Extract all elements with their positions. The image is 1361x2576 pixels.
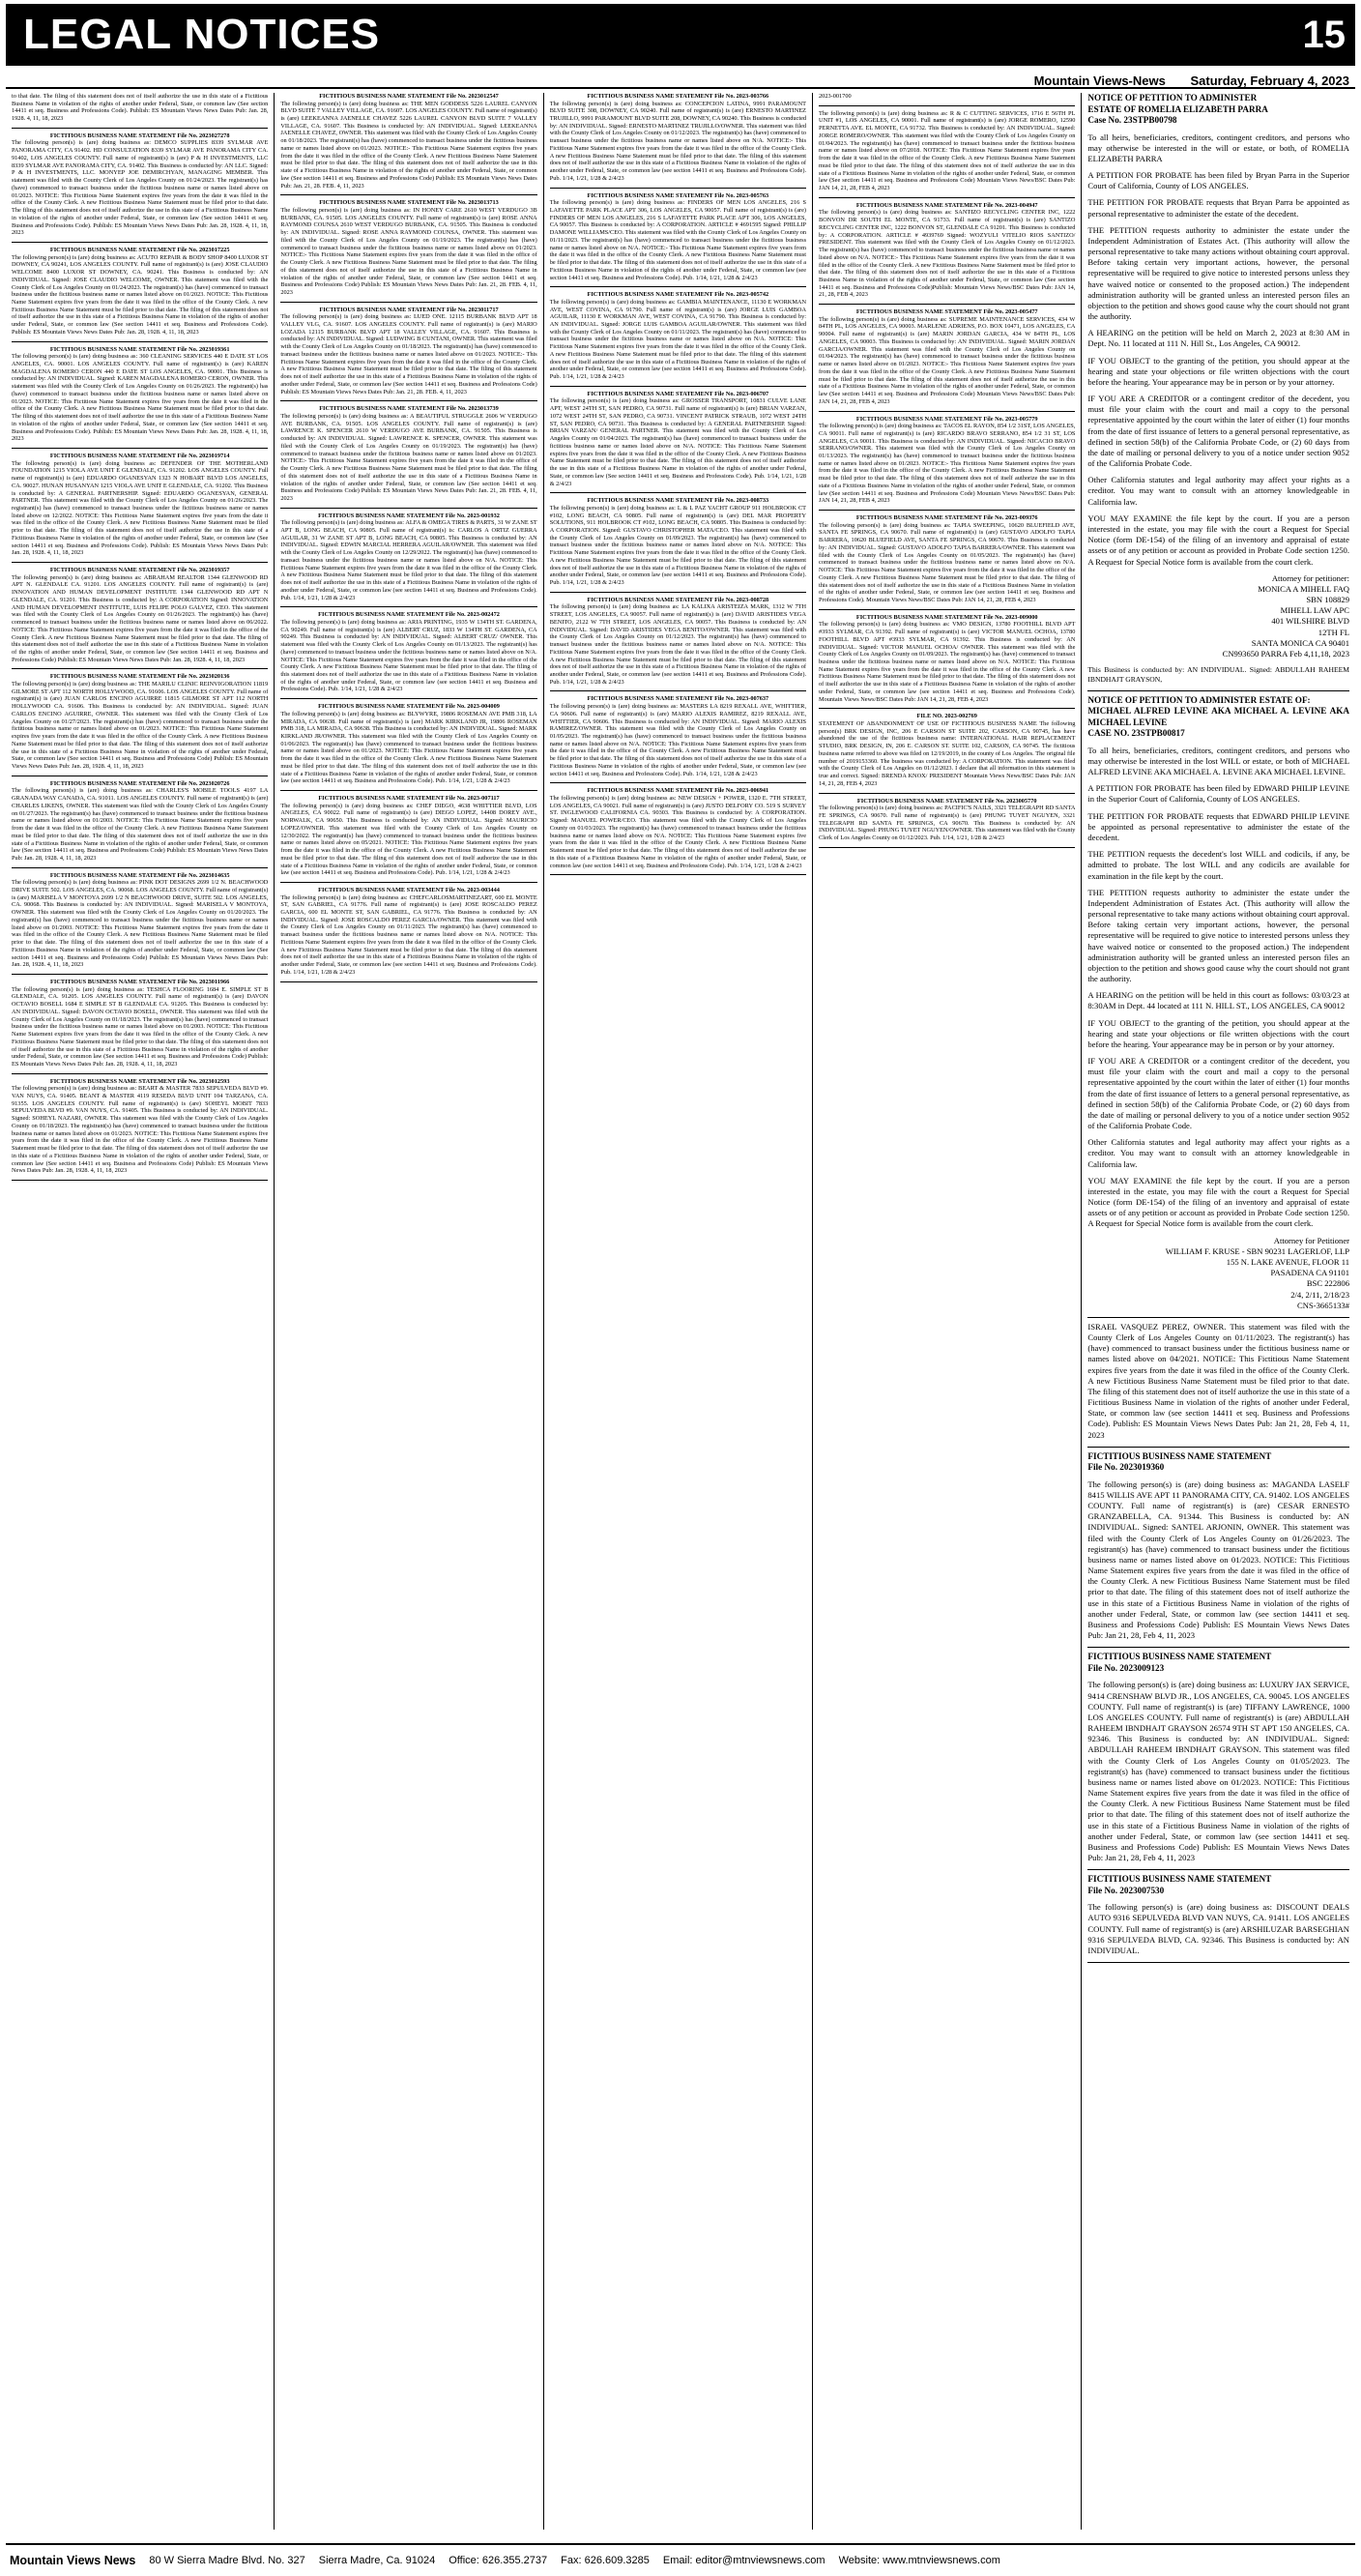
legal-notice — [12, 247, 268, 337]
footer-paper-name: Mountain Views News — [10, 2554, 136, 2567]
probate-notice — [1087, 1322, 1349, 1441]
notice-body: The following person(s) is (are) doing business as: THE MEN GODDESS 5226 LAUREL CANYON BLVD SUITE 7 VALLEY VILLAGE, CA. 91607. LOS ANGELES COUNTY. Full name of registrant(s) is (are) LEEKEANNA JAENELLE CHAVEZ 5226 LAUREL CANYON BLVD SUITE 7 VALLEY VILLAGE, CA. 91607. This Business is conducted by: AN INDIVIDUAL. Signed: LEEKEANNA JAENELLE CHAVEZ, OWNER. This statement was filed with the County Clerk of Los Angeles County on 01/18/2023. The registrant(s) has (have) commenced to transact business under the fictitious business name or names listed above on 01/2023. NOTICE:- This Fictitious Name Statement expires five years from the date it was filed in the office of the County Clerk. A new Fictitious Business Name Statement must be filed prior to that date. The filing of this statement does not of itself authorize the use in this state of a Fictitious Business Name in violation of the rights of another under Federal, State, or common law (See section 14411 et seq. Business and Professions Code) Publish: ES Mountain Views News Dates Pub: Jan. 21, 28. FEB. 4, 11, 2023 — [280, 100, 537, 190]
legal-notice — [280, 93, 536, 190]
notice-divider — [280, 194, 536, 195]
legal-notice — [280, 307, 536, 396]
probate-paragraph: IF YOU ARE A CREDITOR or a contingent creditor of the decedent, you must file your claim with the court and mail a copy to the personal representative appointed by the court within the later of either (1) four months from the date of first issuance of letters to a general personal representative, as defined in section 58(b) of the California Probate Code, or (2) 60 days from the date of mailing or personal delivery to you of a notice under section 9052 of the California Probate Code. — [1087, 1056, 1350, 1131]
probate-paragraph: The following person(s) is (are) doing business as: LUXURY JAX SERVICE, 9414 CRENSHAW BLVD JR., LOS ANGELES, CA. 90045. LOS ANGELES COUNTY. Full name of registrant(s) is (are) TIFFANY LAWRENCE, 1000 LOS ANGELES COUNTY. Full name of registrant(s) is (are) ABDULLAH RAHEEM IBNDHAJT GRAYSON 26574 9TH ST APT 150 ANGELES, CA. 92346. This Business is conducted by: AN INDIVIDUAL. Signed: ABDULLAH RAHEEM IBNDHAJT GRAYSON. This statement was filed with the County Clerk of Los Angeles County on 01/05/2023. The registrant(s) has (have) commenced to transact business under the fictitious business name or names listed above on 01/2023. NOTICE: This Fictitious Name Statement expires five years from the date it was filed in the office of the County Clerk. A new Fictitious Business Name Statement must be filed prior to that date. The filing of this statement does not of itself authorize the use in this state of a Fictitious Business Name in violation of the rights of another under Federal, State, or common law (see section 14411 et seq. Business and Professions Code) Publish: ES Mountain Views News Dates Pub: Jan 21, 28, Feb 4, 11, 2023 — [1087, 1680, 1350, 1863]
notice-divider — [550, 492, 806, 493]
footer-website: Website: www.mtnviewsnews.com — [838, 2555, 1000, 2566]
notice-heading: FICTITIOUS BUSINESS NAME STATEMENT File No. 2023-004009 — [318, 703, 500, 711]
notice-heading: FICTITIOUS BUSINESS NAME STATEMENT File No. 2023019714 — [49, 453, 230, 460]
notice-divider — [280, 882, 536, 883]
probate-paragraph: ISRAEL VASQUEZ PEREZ, OWNER. This statement was filed with the County Clerk of Los Angeles County on 01/11/2023. The registrant(s) has (have) commenced to transact business under the fictitious business name or names listed above on 04/2021. NOTICE: This Fictitious Name Statement expires five years from the date it was filed in the office of the County Clerk. A new Fictitious Business Name Statement must be filed prior to that date. The filing of this statement does not of itself authorize the use in this state of a Fictitious Business Name in violation of the rights of another under Federal, State, or common law (see section 14411 et seq. Business and Professions Code). Publish: ES Mountain Views News Dates Pub: Jan 21, 28, Feb 4, 11, 2023 — [1087, 1321, 1350, 1440]
legal-notice — [280, 199, 536, 296]
notice-heading: FICTITIOUS BUSINESS NAME STATEMENT File No. 2023-005477 — [855, 308, 1038, 316]
attorney-info-line: PASADENA CA 91101 — [1270, 1268, 1350, 1278]
probate-title-line: ESTATE OF ROMELIA ELIZABETH PARRA — [1087, 103, 1268, 114]
notice-heading: FICTITIOUS BUSINESS NAME STATEMENT File No. 2023017225 — [49, 247, 230, 254]
notice-divider — [12, 128, 268, 129]
notice-heading: FICTITIOUS BUSINESS NAME STATEMENT File No. 2023-001932 — [318, 512, 500, 519]
legal-notice — [550, 695, 806, 777]
footer-fax: Fax: 626.609.3285 — [561, 2555, 650, 2566]
legal-notice — [280, 795, 536, 877]
legal-notice — [12, 132, 268, 237]
attorney-info-line: 2/4, 2/11, 2/18/23 — [1290, 1289, 1350, 1300]
probate-notice — [1087, 1874, 1349, 1956]
notice-heading: FICTITIOUS BUSINESS NAME STATEMENT File No. 2023011717 — [319, 306, 499, 313]
probate-title-line: FICTITIOUS BUSINESS NAME STATEMENT — [1087, 1652, 1272, 1662]
notice-heading: FICTITIOUS BUSINESS NAME STATEMENT File No. 2023-005763 — [587, 191, 769, 199]
legal-notice — [550, 93, 806, 183]
legal-notice — [550, 597, 806, 687]
attorney-info-line: 401 WILSHIRE BLVD — [1271, 616, 1350, 627]
legal-notice — [819, 308, 1075, 405]
probate-divider — [1087, 1447, 1349, 1448]
notice-divider — [12, 562, 268, 563]
masthead-publication-line — [1013, 73, 1349, 88]
notice-heading: FICTITIOUS BUSINESS NAME STATEMENT File No. 2023019357 — [49, 567, 230, 574]
probate-title-line: CASE NO. 23STPB00817 — [1087, 728, 1185, 739]
notice-heading: FICTITIOUS BUSINESS NAME STATEMENT File No. 2023-004947 — [855, 201, 1038, 209]
notice-divider — [280, 302, 536, 303]
notice-body: The following person(s) is (are) doing business as: IN HONEY CARE 2610 WEST VERDUGO 3B BURBANK, CA. 91505. LOS ANGELES COUNTY. Full name of registrant(s) is (are) ROSE ANNA RAYMOND COUNSA 2610 WEST VERDUGO BURBANK, CA. 91505. This Business is conducted by: AN INDIVIDUAL. Signed: ROSE ANNA RAYMOND COUNSA, OWNER. This statement was filed with the County Clerk of Los Angeles County on 01/19/2023. The registrant(s) has (have) commenced to transact business under the fictitious business name or names listed above on 01/2023. NOTICE:- This Fictitious Name Statement expires five years from the date it was filed in the office of the County Clerk. A new Fictitious Business Name Statement must be filed prior to that date. The filing of this statement does not of itself authorize the use in this state of a Fictitious Business Name in violation of the rights of another under Federal, State, or common law (See section 14411 et seq. Business and Professions Code) Publish: ES Mountain Views News Dates Pub: Jan. 21, 28. FEB. 4, 11, 2023 — [280, 206, 537, 296]
notice-body: to that date. The filing of this statement does not of itself authorize the use in this state of a Fictitious Business Name in violation of the rights of another under Federal, State, or common law (See section 14411 et seq. Business and Professions Code). Publish: ES Mountain Views News Dates Pub: Jan. 28, 1928. 4, 11, 18, 2023 — [12, 93, 269, 123]
legal-notice — [12, 346, 268, 443]
notice-divider — [280, 981, 536, 982]
probate-paragraph: IF YOU OBJECT to the granting of the petition, you should appear at the hearing and state your objections or file written objections with the court before the hearing. Your appearance may be in person or by your attorney. — [1087, 355, 1350, 387]
notice-body: The following person(s) is (are) doing business as: NEW DESIGN + POWER, 1320 E. 7TH STREET, LOS ANGELES, CA 90021. Full name of registrant(s) is (are) JUSTO DELFORY CO. 519 S SURVEY ST. INGLEWOOD CALIFORNIA CA. 90303. This Business is conducted by: A CORPORATION. Signed: MANUEL POWER/CEO. This statement was filed with the County Clerk of Los Angeles County on 01/03/2023. The registrant(s) has (have) commenced to transact business under the fictitious business name or names listed above on N/A. NOTICE: This Fictitious Name Statement expires five years from the date it was filed in the office of the County Clerk. A new Fictitious Business Name Statement must be filed prior to that date. The filing of this statement does not of itself authorize the use in this state of a Fictitious Business Name in violation of the rights of another under Federal, State, or common law (see section 14411 et seq. Business and Professions Code). Pub. 1/14, 1/21, 1/28 & 2/4/23 — [549, 794, 807, 869]
masthead — [6, 4, 1355, 66]
page-footer — [6, 2543, 1355, 2576]
notice-body: The following person(s) is (are) doing business as: ABRAHAM REALTOR 1344 GLENWOOD RD APT N. GLENDALE CA. 91201. LOS ANGELES COUNTY. Full name of registrant(s) is (are) INNOVATION AND HUMAN DEVELOPMENT INSTITUTE 1344 GLENWOOD RD APT N GLENDALE, CA. 91201. This Business is conducted by: A CORPORATION Signed: INNOVATION AND HUMAN DEVELOPMENT INSTITUTE, LUIS FELIPE POLO GALVEZ, CEO. This statement was filed with the County Clerk of Los Angeles County on 01/26/2023. The registrant(s) has (have) commenced to transact business under the fictitious business name or names listed above on 06/2022. NOTICE: This Fictitious Name Statement expires five years from the date it was filed in the office of the County Clerk. A new Fictitious Business Name Statement must be filed prior to that date. The filing of this statement does not of itself authorize the use in this state of a Fictitious Business Name in violation of the rights of another under Federal, State, or common law (See section 14411 et seq. Business and Professions Code) Publish: ES Mountain Views News Dates Pub: Jan. 28, 1928. 4, 11, 18, 2023 — [12, 573, 269, 663]
notice-heading: FICTITIOUS BUSINESS NAME STATEMENT File No. 2023-005779 — [855, 415, 1038, 423]
legal-notice — [280, 703, 536, 785]
attorney-info-line: BSC 222806 — [1306, 1278, 1350, 1289]
probate-paragraph: YOU MAY EXAMINE the file kept by the court. If you are a person interested in the estate, you may file with the court a Request for Special Notice (form DE-154) of the filing of an inventory and appraisal of estate assets or of any petition or account as provided in Probate Code section 1250. A Request for Special Notice form is available from the court clerk. — [1087, 1175, 1350, 1229]
column-1 — [6, 93, 274, 2530]
notice-body: The following person(s) is (are) doing business as: BEART & MASTER 7833 SEPULVEDA BLVD #9. VAN NUYS, CA. 91405. BEANT & MASTER 4119 RESEDA BLVD UNIT 104 TARZANA, CA. 91355. LOS ANGELES COUNTY. Full name of registrant(s) is (are) SOHEYL MOBIT 7833 SEPULVEDA BLVD #9. VAN NUYS, CA. 91405. This Business is conducted by: AN INDIVIDUAL. Signed: SOHEYL NAZARI, OWNER. This statement was filed with the County Clerk of Los Angeles County on 01/18/2023. The registrant(s) has (have) commenced to transact business under the fictitious business name or names listed above on 01/2023. NOTICE: This Fictitious Name Statement expires five years from the date it was filed in the office of the County Clerk. A new Fictitious Business Name Statement must be filed prior to that date. The filing of this statement does not of itself authorize the use in this state of a Fictitious Business Name in violation of the rights of another under Federal, State, or common law (See section 14411 et seq. Business and Professions Code) Publish: ES Mountain Views News Dates Pub: Jan. 28, 1928. 4, 11, 18, 2023 — [12, 1085, 269, 1175]
notice-body: The following person(s) is (are) doing business as: TAPIA SWEEPING, 10620 BLUEFIELD AVE, SANTA FE SPRINGS, CA 90670. Full name of registrant(s) is (are) GUSTAVO ADOLFO TAPIA BARRERA, 10620 BLUEFIELD AVE, SANTA FE SPRINGS, CA 90670. This Business is conducted by: AN INDIVIDUAL. Signed: GUSTAVO ADOLFO TAPIA BARRERA/OWNER. This statement was filed with the County Clerk of Los Angeles County on 01/05/2023. The registrant(s) has (have) commenced to transact business under the fictitious business name or names listed above on N/A. NOTICE: This Fictitious Name Statement expires five years from the date it was filed in the office of the County Clerk. A new Fictitious Business Name Statement must be filed prior to that date. The filing of this statement does not of itself authorize the use in this state of a Fictitious Business Name in violation of the rights of another under Federal, State, or common law (see section 14411 et seq. Business and Professions Code). Mountain Views News/BSC Dates Pub: JAN 14, 21, 28, FEB 4, 2023 — [819, 521, 1076, 604]
footer-address: 80 W Sierra Madre Blvd. No. 327 — [149, 2555, 305, 2566]
notice-body: The following person(s) is (are) doing business as: L & L PAZ YACHT GROUP 911 HOLBROOK CT #102, LONG BEACH, CA 90805. Full name of registrant(s) is (are) DEL MAR PROPERTY SOLUTIONS, 911 HOLBROOK CT #102, LONG BEACH, CA 90805. This Business is conducted by: A CORPORATION. Signed: GUSTAVO CHRISTOPHER MATA/CEO. This statement was filed with the County Clerk of Los Angeles County on 01/09/2023. The registrant(s) has (have) commenced to transact business under the fictitious business name or names listed above on N/A. NOTICE: This Fictitious Name Statement expires five years from the date it was filed in the office of the County Clerk. A new Fictitious Business Name Statement must be filed prior to that date. The filing of this statement does not of itself authorize the use in this state of a Fictitious Business Name in violation of the rights of another under Federal, State, or common law (see section 14411 et seq. Business and Professions Code). Pub. 1/14, 1/21, 1/28 & 2/4/23 — [549, 504, 807, 587]
notice-heading: FILE NO. 2023-002769 — [916, 713, 977, 720]
notice-divider — [550, 690, 806, 691]
notice-body: The following person(s) is (are) doing business as: MASTERS LA 8219 REXALL AVE, WHITTIER, CA 90606. Full name of registrant(s) is (are) MARIO ALEXIS RAMIREZ, 8219 REXALL AVE, WHITTIER, CA 90606. This Business is conducted by: AN INDIVIDUAL. Signed: MARIO ALEXIS RAMIREZ/OWNER. This statement was filed with the County Clerk of Los Angeles County on 01/05/2023. The registrant(s) has (have) commenced to transact business under the fictitious business name or names listed above on N/A. NOTICE: This Fictitious Name Statement expires five years from the date it was filed in the office of the County Clerk. A new Fictitious Business Name Statement must be filed prior to that date. The filing of this statement does not of itself authorize the use in this state of a Fictitious Business Name in violation of the rights of another under Federal, State, or common law (see section 14411 et seq. Business and Professions Code). Pub. 1/14, 1/21, 1/28 & 2/4/23 — [549, 703, 807, 777]
notice-body: The following person(s) is (are) doing business as: CONCEPCION LATINA, 9991 PARAMOUNT BLVD SUITE 308, DOWNEY, CA 90240. Full name of registrant(s) is (are) ERNESTO MARTINEZ TRUJILLO, 9991 PARAMOUNT BLVD SUITE 208, DOWNEY, CA 90240. This Business is conducted by: AN INDIVIDUAL. Signed: ERNESTO MARTINEZ TRUJILLO/OWNER. This statement was filed with the County Clerk of Los Angeles County on 01/12/2023. The registrant(s) has (have) commenced to transact business under the fictitious business name or names listed above on N/A. NOTICE:- This Fictitious Name Statement expires five years from the date it was filed in the office of the County Clerk. A new Fictitious Business Name Statement must be filed prior to that date. The filing of this statement does not of itself authorize the use in this state of a Fictitious Business Name in violation of the rights of another under Federal, State, or common law (see section 14411 et seq. Business and Professions Code). Pub. 1/14, 1/21, 1/28 & 2/4/23 — [549, 100, 807, 182]
notice-body: The following person(s) is (are) doing business as: LA KALIXA ARISTEIZA MARK, 1312 W 7TH STREET, LOS ANGELES, CA 90057. Full name of registrant(s) is (are) DAVID ARISTIDES VEGA BENITO, 2122 W 7TH STREET, LOS ANGELES, CA 90057. This Business is conducted by: AN INDIVIDUAL. Signed: DAVID ARISTIDES VEGA BENITO/OWNER. This statement was filed with the County Clerk of Los Angeles County on 01/12/2023. The registrant(s) has (have) commenced to transact business under the fictitious business name or names listed above on N/A. NOTICE: This Fictitious Name Statement expires five years from the date it was filed in the office of the County Clerk. A new Fictitious Business Name Statement must be filed prior to that date. The filing of this statement does not of itself authorize the use in this state of a Fictitious Business Name in violation of the rights of another under Federal, State, or common law (see section 14411 et seq. Business and Professions Code). Pub. 1/14, 1/21, 1/28 & 2/4/23 — [549, 603, 807, 686]
notice-body: The following person(s) is (are) doing business as: ARIA PRINTING, 1935 W 134TH ST. GARDENA, CA 90249. Full name of registrant(s) is (are) ALBERT CRUZ, 1833 W 134TH ST. GARDENA, CA 90249. This Business is conducted by: AN INDIVIDUAL. Signed: ALBERT CRUZ/ OWNER. This statement was filed with the County Clerk of Los Angeles County on 01/13/2023. The registrant(s) has (have) commenced to transact business under the fictitious business name or names listed above on N/A. NOTICE: This Fictitious Name Statement expires five years from the date it was filed in the office of the County Clerk. A new Fictitious Business Name Statement must be filed prior to that date. The filing of this statement does not of itself authorize the use in this state of a Fictitious Business Name in violation of the rights of another under Federal, State, or common law (see section 14411 et seq. Business and Professions Code). Pub. 1/14, 1/21, 1/28 & 2/4/23 — [280, 618, 537, 693]
notice-divider — [12, 1180, 268, 1181]
notice-heading: FICTITIOUS BUSINESS NAME STATEMENT File No. 2023011966 — [50, 979, 230, 986]
probate-paragraph: THE PETITION FOR PROBATE requests that EDWARD PHILIP LEVINE be appointed as personal representative to administer the estate of the decedent. — [1087, 810, 1350, 842]
probate-divider — [1087, 1317, 1349, 1318]
notice-body: The following person(s) is (are) doing business as: BLYWYRE, 19806 ROSEMAN AVE PMB 318, LA MIRADA, CA 90638. Full name of registrant(s) is (are) MARK KIRKLAND JR, 19806 ROSEMAN PMB 318, LA MIRADA, CA 90638. This Business is conducted by: AN INDIVIDUAL. Signed: MARK KIRKLAND JR/OWNER. This statement was filed with the County Clerk of Los Angeles County on 01/06/2023. The registrant(s) has (have) commenced to transact business under the fictitious business name or names listed above on 01/2023. NOTICE: This Fictitious Name Statement expires five years from the date it was filed in the office of the County Clerk. A new Fictitious Business Name Statement must be filed prior to that date. The filing of this statement does not of itself authorize the use in this state of a Fictitious Business Name in violation of the rights of another under Federal, State, or common law (see section 14411 et seq. Business and Professions Code). Pub. 1/14, 1/21, 1/28 & 2/4/23 — [280, 710, 537, 785]
notice-divider — [12, 448, 268, 449]
probate-paragraph: THE PETITION requests the decedent's lost WILL and codicils, if any, be admitted to probate. The lost WILL and any codicils are available for examination in the file kept by the court. — [1087, 849, 1350, 881]
notice-divider — [12, 974, 268, 975]
notice-heading: FICTITIOUS BUSINESS NAME STATEMENT File No. 2023-006707 — [587, 390, 769, 397]
probate-title-line: NOTICE OF PETITION TO ADMINISTER ESTATE OF: — [1087, 694, 1311, 705]
probate-notice — [1087, 1652, 1349, 1863]
notice-body: The following person(s) is (are) doing business as: THE MARILU CLINIC REINVIGORATION 11819 GILMORE ST APT 112 NORTH HOLLYWOOD, CA. 91606. LOS ANGELES COUNTY. Full name of registrant(s) is (are) JUAN CARLOS ENCINO AGUIRRE 11815 GILMORE ST APT 112 NORTH HOLLYWOOD CA. 91606. This Business is conducted by: AN INDIVIDUAL. Signed: JUAN CARLOS ENCINO AGUIRRE, OWNER. This statement was filed with the County Clerk of Los Angeles County on 01/27/2023. The registrant(s) has (have) commenced to transact business under the fictitious business name or names listed above on 01/2023. NOTICE: This Fictitious Name Statement expires five years from the date it was filed in the office of the County Clerk. A new Fictitious Business Name Statement must be filed prior to that date. The filing of this statement does not of itself authorize the use in this state of a Fictitious Business Name in violation of the rights of another under Federal, State, or common law (See section 14411 et seq. Business and Professions Code) Publish: ES Mountain Views News Dates Pub: Jan. 28, 1928. 4, 11, 18, 2023 — [12, 681, 269, 771]
attorney-info-line: WILLIAM F. KRUSE - SBN 90231 LAGERLOF, LLP — [1165, 1245, 1350, 1256]
notice-divider — [12, 668, 268, 669]
notice-heading: FICTITIOUS BUSINESS NAME STATEMENT File No. 2023-009000 — [855, 613, 1038, 621]
probate-divider — [1087, 690, 1349, 691]
legal-notice — [280, 887, 536, 977]
notice-body: The following person(s) is (are) doing business as: SUPREME MAINTENANCE SERVICES, 434 W 84TH PL, LOS ANGELES, CA 90003. MARLENE ADRIENS, P.O. BOX 10471, LOS ANGELES, CA 90004. Full name of registrant(s) is (are) MARIN JORDAN GARCIA, 434 W 84TH PL, LOS ANGELES, CA 90003. This Business is conducted by: AN INDIVIDUAL. Signed: MARIN JORDAN GARCIA/OWNER. This statement was filed with the County Clerk of Los Angeles County on 01/04/2023. The registrant(s) has (have) commenced to transact business under the fictitious business name or names listed above on 01/2023. NOTICE:- This Fictitious Name Statement expires five years from the date it was filed in the office of the County Clerk. A new Fictitious Business Name Statement must be filed prior to that date. The filing of this statement does not of itself authorize the use in this state of a Fictitious Business Name in violation of the rights of another under Federal, State, or common law (See section 14411 et seq. Business and Professions Code) Mountain Views News/BSC Dates Pub: JAN 14, 21, 28, FEB 4, 2023 — [819, 315, 1076, 405]
notice-heading: FICTITIOUS BUSINESS NAME STATEMENT File No. 2023-007117 — [318, 795, 500, 803]
notice-divider — [12, 867, 268, 868]
notice-divider — [12, 1073, 268, 1074]
probate-trailer: This Business is conducted by: AN INDIVIDUAL. Signed: ABDULLAH RAHEEM IBNDHAJT GRAYSON, — [1087, 665, 1350, 684]
notice-heading: FICTITIOUS BUSINESS NAME STATEMENT File No. 2023-007637 — [587, 695, 769, 703]
notice-body: 2023-001700 — [819, 93, 852, 100]
probate-divider — [1087, 1869, 1349, 1870]
notice-divider — [550, 188, 806, 189]
notice-heading: FICTITIOUS BUSINESS NAME STATEMENT File No. 2023-006941 — [587, 787, 769, 795]
page-number: 15 — [1302, 14, 1346, 56]
probate-title-line: File No. 2023009123 — [1087, 1662, 1165, 1673]
notice-divider — [819, 793, 1075, 794]
notice-heading: FICTITIOUS BUSINESS NAME STATEMENT File No. 2023-008728 — [587, 596, 769, 603]
notice-body: The following person(s) is (are) doing business as: TESHCA FLOORING 1684 E. SIMPLE ST B GLENDALE, CA. 91205. LOS ANGELES COUNTY. Full name of registrant(s) is (are) DAVON OCTAVIO BOSELL 1684 E SIMPLE ST B GLENDALE CA. 91205. This Business is conducted by: AN INDIVIDUAL. Signed: DAVON OCTAVIO BOSELL, OWNER. This statement was filed with the County Clerk of Los Angeles County on 01/18/2023. The registrant(s) has (have) commenced to transact business under the fictitious business name or names listed above on 01/2003. NOTICE: This Fictitious Name Statement expires five years from the date it was filed in the office of the County Clerk. A new Fictitious Business Name Statement must be filed prior to that date. The filing of this statement does not of itself authorize the use in this state of a Fictitious Business Name in violation of the rights of another under Federal, State, or common law (See section 14411 et seq. Business and Professions Code) Publish: ES Mountain Views News Dates Pub: Jan. 28, 1928. 4, 11, 18, 2023 — [12, 985, 269, 1068]
legal-notice — [12, 979, 268, 1068]
notice-heading: FICTITIOUS BUSINESS NAME STATEMENT File No. 2023020136 — [49, 673, 230, 681]
legal-notice — [12, 673, 268, 770]
attorney-info-line: SBN 108829 — [1306, 595, 1350, 605]
notice-heading: FICTITIOUS BUSINESS NAME STATEMENT File No. 2023-003444 — [318, 887, 500, 893]
notice-divider — [280, 698, 536, 699]
probate-paragraph: A HEARING on the petition will be held in this court as follows: 03/03/23 at 8:30AM in Dept. 44 located at 111 N. HILL ST., LOS ANGELES, CA 90012 — [1087, 990, 1350, 1011]
notice-divider — [819, 847, 1075, 848]
page-title: LEGAL NOTICES — [23, 11, 381, 58]
notice-body: The following person(s) is (are) doing business as: 360 CLEANING SERVICES 440 E DATE ST LOS ANGELES, CA. 90001. LOS ANGELES COUNTY. Full name of registrant(s) is (are) KAREN MAGDALENA ROMERO CERON 440 E DATE ST LOS ANGELES, CA. 90001. This Business is conducted by: AN INDIVIDUAL. Signed: KAREN MAGDALENA ROMERO CERON, OWNER. This statement was filed with the County Clerk of Los Angeles County on 01/26/2023. The registrant(s) has (have) commenced to transact business under the fictitious business name or names listed above on 01/2023. NOTICE: This Fictitious Name Statement expires five years from the date it was filed in the office of the County Clerk. A new Fictitious Business Name Statement must be filed prior to that date. The filing of this statement does not of itself authorize the use in this state of a Fictitious Business Name in violation of the rights of another under Federal, State, or common law (See section 14411 et seq. Business and Professions Code). Publish: ES Mountain Views News Dates Pub: Jan. 28, 1928. 4, 11, 18, 2023 — [12, 353, 269, 443]
notice-divider — [819, 411, 1075, 412]
column-2 — [274, 93, 542, 2530]
notice-divider — [819, 510, 1075, 511]
notice-divider — [550, 386, 806, 387]
probate-paragraph: THE PETITION requests authority to administer the estate under the Independent Administration of Estates Act. (This authority will allow the personal representative to take many actions without obtaining court approval. Before taking certain very important actions, however, the personal representative will be required to give notice to interested persons unless they have waived notice or consented to the proposed action.) The independent administration authority will be granted unless an interested person files an objection to the petition and shows good cause why the court should not grant the authority. — [1087, 887, 1350, 984]
notice-body: The following person(s) is (are) doing business as: PINK DOT DESIGNS 2699 1/2 N. BEACHWOOD DRIVE SUITE 502. LOS ANGELES, CA. 90068. LOS ANGELES COUNTY. Full name of registrant(s) is (are) MARISELA V MONTOYA 2699 1/2 N BEACHWOOD DRIVE, SUITE 502. LOS ANGELES, CA. 90068. This Business is conducted by: AN INDIVIDUAL. Signed: MARISELA V MONTOYA, OWNER. This statement was filed with the County Clerk of Los Angeles County on 01/20/2023. The registrant(s) has (have) commenced to transact business under the fictitious business name or names listed above on 01/2003. NOTICE: This Fictitious Name Statement expires five years from the date it was filed in the office of the County Clerk. A new Fictitious Business Name Statement must be filed prior to that date. The filing of this statement does not of itself authorize the use in this state of a Fictitious Business Name in violation of the rights of another under Federal, State, or common law (See section 14411 et seq. Business and Professions Code) Publish: ES Mountain Views News Dates Pub: Jan. 28, 1928. 4, 11, 18, 2023 — [12, 879, 269, 969]
notice-divider — [819, 304, 1075, 305]
probate-paragraph: A PETITION FOR PROBATE has been filed by EDWARD PHILIP LEVINE in the Superior Court of California, County of LOS ANGELES. — [1087, 783, 1350, 805]
publication-date: Saturday, February 4, 2023 — [1190, 73, 1349, 88]
notice-divider — [550, 782, 806, 783]
attorney-info-line: 155 N. LAKE AVENUE, FLOOR 11 — [1226, 1257, 1350, 1267]
legal-notice — [550, 497, 806, 587]
notice-columns — [6, 93, 1355, 2530]
notice-body: The following person(s) is (are) doing business as: CHEFCARLOSMARTINEZART, 600 EL MONTE ST, SAN GABRIEL, CA 91776. Full name of registrant(s) is (are) JOSE ROSCALDO PEREZ GARCIA, 600 EL MONTE ST, SAN GABRIEL, CA 91776. This Business is conducted by: AN INDIVIDUAL. Signed: JOSE ROSCALDO PEREZ GARCIA/OWNER. This statement was filed with the County Clerk of Los Angeles County on 01/11/2023. The registrant(s) has (have) commenced to transact business under the fictitious business name or names listed above on N/A. NOTICE: This Fictitious Name Statement expires five years from the date it was filed in the office of the County Clerk. A new Fictitious Business Name Statement must be filed prior to that date. The filing of this statement does not of itself authorize the use in this state of a Fictitious Business Name in violation of the rights of another under Federal, State, or common law (see section 14411 et seq. Business and Professions Code). Pub. 1/14, 1/21, 1/28 & 2/4/23 — [280, 893, 537, 976]
notice-heading: FICTITIOUS BUSINESS NAME STATEMENT File No. 2023-002472 — [318, 611, 500, 619]
legal-notice — [280, 512, 536, 602]
probate-notice — [1087, 1451, 1349, 1642]
legal-notices-page — [0, 4, 1361, 2576]
probate-title-line: MICHAEL ALFRED LEVINE AKA MICHAEL A. LEVINE AKA MICHAEL LEVINE — [1087, 706, 1350, 727]
probate-paragraph: IF YOU OBJECT to the granting of the petition, you should appear at the hearing and state your objections or file written objections with the court before the hearing. Your appearance may be in person or by your attorney. — [1087, 1017, 1350, 1049]
notice-divider — [280, 606, 536, 607]
notice-body: The following person(s) is (are) doing business as: FINDERS OF MEN LOS ANGELES, 216 S LAFAYETTE PARK PLACE APT 306, LOS ANGELES, CA 90057. Full name of registrant(s) is (are) FINDERS OF MEN LOS ANGELES, 216 S LAFAYETTE PARK PLACE APT 306, LOS ANGELES, CA 90057. This Business is conducted by: A CORPORATION. ARTICLE # 4691595 Signed: PHILLIP DAMONE WILLIAMS/CEO. This statement was filed with the County Clerk of Los Angeles County on 01/11/2023. The registrant(s) has (have) commenced to transact business under the fictitious business name or names listed above on N/A. NOTICE:- This Fictitious Name Statement expires five years from the date it was filed in the office of the County Clerk. A new Fictitious Business Name Statement must be filed prior to that date. The filing of this statement does not of itself authorize the use in this state of a Fictitious Business Name in violation of the rights of another under Federal, State, or common law (see section 14411 et seq. Business and Professions Code). Pub. 1/14, 1/21, 1/28 & 2/4/23 — [549, 199, 807, 281]
legal-notice — [819, 614, 1075, 704]
legal-notice — [819, 798, 1075, 842]
probate-paragraph: A PETITION FOR PROBATE has been filed by Bryan Parra in the Superior Court of California, County of LOS ANGELES. — [1087, 170, 1350, 191]
notice-heading: FICTITIOUS BUSINESS NAME STATEMENT File No. 2023027278 — [49, 132, 230, 139]
notice-body: The following person(s) is (are) doing business as: CHARLES'S MOBILE TOOLS 4197 LA GRANADA WAY CANADA, CA. 91011. LOS ANGELES COUNTY. Full name of registrant(s) is (are) CHARLES LIKENS, OWNER. This statement was filed with the County Clerk of Los Angeles County on 01/27/2023. The registrant(s) has (have) commenced to transact business under the fictitious business name or names listed above on 01/2003. NOTICE: This Fictitious Name Statement expires five years from the date it was filed in the office of the County Clerk. A new Fictitious Business Name Statement must be filed prior to that date. The filing of this statement does not of itself authorize the use in this state of a Fictitious Business Name in violation of the rights of another under Federal, State, or common law (See section 14411 et seq. Business and Professions Code) Publish: ES Mountain Views News Dates Pub: Jan. 28, 1928. 4, 11, 18, 2023 — [12, 787, 269, 862]
notice-heading: FICTITIOUS BUSINESS NAME STATEMENT File No. 2023013713 — [319, 199, 499, 207]
notice-heading: FICTITIOUS BUSINESS NAME STATEMENT File No. 2023020726 — [49, 779, 230, 787]
column-3 — [543, 93, 812, 2530]
publication-name: Mountain Views-News — [1033, 73, 1166, 88]
footer-email: Email: editor@mtnviewsnews.com — [662, 2555, 825, 2566]
legal-notice — [12, 780, 268, 863]
legal-notice — [819, 514, 1075, 604]
probate-title-line: NOTICE OF PETITION TO ADMINISTER — [1087, 93, 1258, 102]
legal-notice — [819, 110, 1075, 192]
attorney-info-line: MIHELL LAW APC — [1280, 605, 1350, 616]
notice-heading: FICTITIOUS BUSINESS NAME STATEMENT File No. 2023-003766 — [587, 93, 769, 100]
masthead-right — [1303, 15, 1347, 54]
legal-notice — [12, 872, 268, 969]
attorney-info-line: CN993650 PARRA Feb 4,11,18, 2023 — [1222, 648, 1350, 659]
notice-divider — [550, 286, 806, 287]
notice-body: The following person(s) is (are) doing business as: GAMBIA MAINTENANCE, 11130 E WORKMAN AVE, WEST COVINA, CA 91790. Full name of registrant(s) is (are) JORGE LUIS GAMBOA AGUILAR, 11130 E WORKMAN AVE, WEST COVINA, CA 91790. This Business is conducted by: AN INDIVIDUAL. Signed: JORGE LUIS GAMBOA AGUILAR/OWNER. This statement was filed with the County Clerk of Los Angeles County on 01/11/2023. The registrant(s) has (have) commenced to transact business under the fictitious business name or names listed above on N/A. NOTICE: This Fictitious Name Statement expires five years from the date it was filed in the office of the County Clerk. A new Fictitious Business Name Statement must be filed prior to that date. The filing of this statement does not of itself authorize the use in this state of a Fictitious Business Name in violation of the rights of another under Federal, State, or common law (see section 14411 et seq. Business and Professions Code). Pub. 1/14, 1/21, 1/28 & 2/4/23 — [549, 298, 807, 381]
legal-notice — [550, 192, 806, 282]
notice-divider — [280, 508, 536, 509]
legal-notice — [550, 787, 806, 869]
legal-notice — [550, 391, 806, 487]
probate-paragraph: THE PETITION FOR PROBATE requests that Bryan Parra be appointed as personal representative to administer the estate of the decedent. — [1087, 197, 1350, 219]
attorney-info-line: 12TH FL — [1318, 627, 1350, 637]
legal-notice — [280, 611, 536, 693]
notice-body: STATEMENT OF ABANDONMENT OF USE OF FICTITIOUS BUSINESS NAME The following person(s) BRK DESIGN, INC, 206 E CARSON ST SUITE 202, CARSON, CA 90745, has have abandoned the use of the fictitious business name: INTERNATIONAL HAIR REPLACEMENT STUDIO, BRK DESIGN, IN, 206 E. CARSON ST. SUITE 102, CARSON, CA 90745. The fictitious business name referred to above was filed on 12/19/2019, in the county of Los Angeles. The original file number of 2019153360. The business was conducted by: A CORPORATION. This statement was filed with the County Clerk of Los Angeles on 01/12/2023. I declare that all information in this statement is true and correct. Signed: BRENDA KNOX/ PRESIDENT Mountain Views News/BSC Dates Pub: JAN 14, 21, 28, FEB 4, 2023 — [819, 719, 1076, 787]
legal-notice — [819, 713, 1075, 787]
notice-heading: FICTITIOUS BUSINESS NAME STATEMENT File No. 2023-008733 — [587, 497, 769, 505]
legal-notice — [819, 93, 1075, 101]
attorney-info-line: SANTA MONICA CA 90401 — [1251, 637, 1350, 648]
notice-body: The following person(s) is (are) doing business as: CHEF DIEGO, 4638 WHITTIER BLVD, LOS ANGELES, CA 90022. Full name of registrant(s) is (are) DIEGO LOPEZ, 14408 DOREY AVE., NORWALK, CA 90650. This Business is conducted by: AN INDIVIDUAL. Signed: MAURICIO LOPEZ/OWNER. This statement was filed with the County Clerk of Los Angeles County on 12/30/2022. The registrant(s) has (have) commenced to transact business under the fictitious business name or names listed above on 05/2021. NOTICE: This Fictitious Name Statement expires five years from the date it was filed in the office of the County Clerk. A new Fictitious Business Name Statement must be filed prior to that date. The filing of this statement does not of itself authorize the use in this state of a Fictitious Business Name in violation of the rights of another under Federal, State, or common law (see section 14411 et seq. Business and Professions Code). Pub. 1/14, 1/21, 1/28 & 2/4/23 — [280, 802, 537, 877]
probate-paragraph: To all heirs, beneficiaries, creditors, contingent creditors, and persons who may otherwise be interested in the will or estate, or both, of ROMELIA ELIZABETH PARRA — [1087, 132, 1350, 163]
probate-notice — [1087, 695, 1349, 1311]
legal-notice — [12, 453, 268, 557]
legal-notice — [12, 93, 268, 123]
legal-notice — [550, 291, 806, 381]
probate-paragraph: Other California statutes and legal authority may affect your rights as a creditor. You may want to consult with an attorney knowledgeable in California law. — [1087, 1137, 1350, 1169]
probate-title-line: Case No. 23STPB00798 — [1087, 115, 1177, 125]
legal-notice — [819, 202, 1075, 299]
notice-divider — [550, 592, 806, 593]
notice-heading: FICTITIOUS BUSINESS NAME STATEMENT File No. 2023013739 — [319, 405, 499, 413]
footer-city: Sierra Madre, Ca. 91024 — [318, 2555, 436, 2566]
probate-title-line: FICTITIOUS BUSINESS NAME STATEMENT — [1087, 1450, 1272, 1461]
probate-divider — [1087, 1647, 1349, 1648]
probate-paragraph: YOU MAY EXAMINE the file kept by the court. If you are a person interested in the estate, you may file with the court a Request for Special Notice (form DE-154) of the filing of an inventory and appraisal of estate assets or of any petition or account as provided in Probate Code section 1250. A Request for Special Notice form is available from the court clerk. — [1087, 512, 1350, 567]
probate-paragraph: A HEARING on the petition will be held on March 2, 2023 at 8:30 AM in Dept. No. 11 located at 111 N. Hill St., Los Angeles, CA 90012. — [1087, 328, 1350, 349]
notice-divider — [819, 197, 1075, 198]
attorney-info-line: Attorney for petitioner: — [1271, 572, 1350, 583]
notice-heading: FICTITIOUS BUSINESS NAME STATEMENT File No. 2023-009376 — [855, 514, 1038, 522]
notice-divider — [12, 341, 268, 342]
probate-notice — [1087, 93, 1349, 685]
probate-paragraph: IF YOU ARE A CREDITOR or a contingent creditor of the decedent, you must file your claim with the court and mail a copy to the personal representative appointed by the court within the later of either (1) four months from the date of first issuance of letters to a general personal representative, as defined in section 58(b) of the California Probate Code, or (2) 60 days from the date of mailing or personal delivery to you of a notice under section 9052 of the California Probate Code. — [1087, 394, 1350, 469]
probate-paragraph: THE PETITION requests authority to administer the estate under the Independent Administration of Estates Act. (This authority will allow the personal representative to take many actions without obtaining court approval. Before taking certain very important actions, however, the personal representative will be required to give notice to interested persons unless they have waived notice or consented to the proposed action.) The independent administration authority will be granted unless an interested person files an objection to the petition and shows good cause why the court should not grant the authority. — [1087, 224, 1350, 322]
notice-body: The following person(s) is (are) doing business as: PACIFIC'S NAILS, 3321 TELEGRAPH RD SANTA FE SPRINGS, CA 90670. Full name of registrant(s) is (are) PHUNG TUYET NGUYEN, 3321 TELEGRAPH RD SANTA FE SPRINGS, CA 90670. This Business is conducted by: AN INDIVIDUAL. Signed: PHUNG TUYET NGUYEN/OWNER. This statement was filed with the County Clerk of Los Angeles County on 01/12/2023. Pub. 1/14, 1/21, 1/28 & 2/4/23 — [819, 805, 1076, 842]
notice-divider — [550, 874, 806, 875]
probate-title-line: File No. 2023019360 — [1087, 1462, 1165, 1473]
notice-divider — [819, 105, 1075, 106]
notice-body: The following person(s) is (are) doing business as: R & C CUTTING SERVICES, 1716 E 56TH PL UNIT #1, LOS ANGELES, CA 90001. Full name of registrant(s) is (are) JORGE ROMERO, 12590 PERNETTA AVE. EL MONTE, CA 91732. This Business is conducted by: AN INDIVIDUAL. Signed: JORGE ROMERO/OWNER. This statement was filed with the County Clerk of Los Angeles County on 01/04/2023. The registrant(s) has (have) commenced to transact business under the fictitious business name or names listed above on 07/2018. NOTICE: This Fictitious Name Statement expires five years from the date it was filed in the office of the County Clerk. A new Fictitious Business Name Statement must be filed prior to that date. The filing of this statement does not of itself authorize the use in this state of a Fictitious Business Name in violation of the rights of another under Federal, State, or common law (See section 14411 et seq. Business and Professions Code) Mountain Views News/BSC Dates Pub: JAN 14, 21, 28, FEB 4, 2023 — [819, 109, 1076, 192]
notice-body: The following person(s) is (are) doing business as: DEMCO SUPPLIES 8339 SYLMAR AVE PANORAMA CITY, CA 91402. HD CONSULTATION 8339 SYLMAR AVE PANORAMA CITY CA. 91402, LOS ANGELES COUNTY. Full name of registrant(s) is (are) P & H INVESTMENTS, LLC 8339 SYLMAR AVE PANORAMA CITY, CA. 91402. This Business is conducted by: AN LLC. Signed: P & H INVESTMENTS, LLC. MONYEP JOE DEMIRCHYAN, MANAGING MEMBER. This statement was filed with the County Clerk of Los Angeles County on 01/24/2023. The registrant(s) has (have) commenced to transact business under the fictitious business name or names listed above on 01/2023. NOTICE: This Fictitious Name Statement expires five years from the date it was filed in the office of the County Clerk. A new Fictitious Business Name Statement must be filed prior to that date. The filing of this statement does not of itself authorize the use in this state of a Fictitious Business Name in violation of the rights of another under Federal, State, or common law (See section 14411 et seq. Business and Professions Code). Publish: ES Mountain Views News Dates Pub: Jan. 28, 1928. 4, 11, 18, 2023 — [12, 139, 269, 237]
notice-heading: FICTITIOUS BUSINESS NAME STATEMENT File No. 2023005770 — [856, 797, 1037, 805]
probate-title-line: FICTITIOUS BUSINESS NAME STATEMENT — [1087, 1874, 1272, 1885]
notice-divider — [12, 242, 268, 243]
notice-body: The following person(s) is (are) doing business as: GROSSER TRANSPORT, 10831 CULVE LANE APT, WEST 24TH ST, SAN PEDRO, CA 90731. Full name of registrant(s) is (are) BRIAN VARZAN, 1072 WEST 24TH ST, SAN PEDRO, CA 90731. VINCENT PATRICK STRAUB, 1072 WEST 24TH ST, SAN PEDRO, CA 90731. This Business is conducted by: A GENERAL PARTNERSHIP. Signed: BRIAN VARZAN/ GENERAL PARTNER. This statement was filed with the County Clerk of Los Angeles County on 01/04/2023. The registrant(s) has (have) commenced to transact business under the fictitious business name or names listed above on N/A. NOTICE: This Fictitious Name Statement expires five years from the date it was filed in the office of the County Clerk. A new Fictitious Business Name Statement must be filed prior to that date. The filing of this statement does not of itself authorize the use in this state of a Fictitious Business Name in violation of the rights of another under Federal, State, or common law (See section 14411 et seq. Business and Professions Code). Pub. 1/14, 1/21, 1/28 & 2/4/23 — [549, 397, 807, 487]
attorney-info-line: CNS-3665133# — [1297, 1300, 1350, 1310]
notice-heading: FICTITIOUS BUSINESS NAME STATEMENT File No. 2023014635 — [49, 871, 230, 879]
notice-body: The following person(s) is (are) doing business as: ACUTO REPAIR & BODY SHOP 8400 LUXOR ST DOWNEY, CA 90241, LOS ANGELES COUNTY. Full name of registrant(s) is (are) JOSE CLAUDIO WELCOME 8400 LUXOR ST DOWNEY, CA. 90241. This Business is conducted by: AN INDIVIDUAL. Signed: JOSE CLAUDIO WELCOME, OWNER. This statement was filed with the County Clerk of Los Angeles County on 01/24/2023. The registrant(s) has (have) commenced to transact business under the fictitious business name or names listed above on 01/2023. NOTICE: This Fictitious Name Statement expires five years from the date it was filed in the office of the County Clerk. A new Fictitious Business Name Statement must be filed prior to that date. The filing of this statement does not of itself authorize the use in this state of a Fictitious Business Name in violation of the rights of another under Federal, State, or common law (See section 14411 et seq. Business and Professions Code). Publish: ES Mountain Views News Dates Pub: Jan. 28, 1928. 4, 11, 18, 2023 — [12, 253, 269, 336]
notice-body: The following person(s) is (are) doing business as: A BEAUTIFUL STRUGGLE 2606 W VERDUGO AVE BURBANK, CA. 91505. LOS ANGELES COUNTY. Full name of registrant(s) is (are) LAWRENCE K. SPENCER 2610 W VERDUGO AVE BURBANK, CA. 91505. This Business is conducted by: AN INDIVIDUAL. Signed: LAWRENCE K. SPENCER, OWNER. This statement was filed with the County Clerk of Los Angeles County on 01/19/2023. The registrant(s) has (have) commenced to transact business under the fictitious business name or names listed above on 01/2023. NOTICE:- This Fictitious Name Statement expires five years from the date it was filed in the office of the County Clerk. A new Fictitious Business Name Statement must be filed prior to that date. The filing of this statement does not of itself authorize the use in this state of a Fictitious Business Name in violation of the rights of another under Federal, State, or common law (See section 14411 et seq. Business and Professions Code) Publish: ES Mountain Views News Dates Pub: Jan. 21, 28. FEB. 4, 11, 2023 — [280, 412, 537, 502]
probate-title-line: File No. 2023007530 — [1087, 1885, 1165, 1895]
notice-body: The following person(s) is (are) doing business as: ALFA & OMEGA TIRES & PARTS, 31 W ZANE ST APT B, LONG BEACH, CA 90805. Full name of registrant(s) is: CARLOS A ORTIZ GUERRA AGUILAR, 31 W ZANE ST APT B, LONG BEACH, CA 90805. This Business is conducted by: AN INDIVIDUAL. Signed: EDWIN MARCIAL HERRERA AGUILAR/OWNER. This statement was filed with the County Clerk of Los Angeles County on 12/29/2022. The registrant(s) has (have) commenced to transact business under the fictitious business name or names listed above on N/A. NOTICE: This Fictitious Name Statement expires five years from the date it was filed in the office of the County Clerk. A new Fictitious Business Name Statement must be filed prior to that date. The filing of this statement does not of itself authorize the use in this state of a Fictitious Business Name in violation of the rights of another under Federal, State, or common law (see section 14411 et seq. Business and Professions Code). Pub. 1/14, 1/21, 1/28 & 2/4/23 — [280, 519, 537, 601]
notice-divider — [819, 609, 1075, 610]
notice-heading: FICTITIOUS BUSINESS NAME STATEMENT File No. 2023012593 — [49, 1077, 230, 1085]
footer-office-phone: Office: 626.355.2737 — [449, 2555, 548, 2566]
notice-heading: FICTITIOUS BUSINESS NAME STATEMENT File No. 2023-005742 — [587, 291, 769, 299]
probate-paragraph: The following person(s) is (are) doing business as: DISCOUNT DEALS AUTO 9316 SEPULVEDA BLVD VAN NUYS, CA. 91411. LOS ANGELES COUNTY. Full name of registrant(s) is (are) ARSHILUZAR BARSEGHIAN 9316 SEPULVEDA BLVD, CA. 92346. This Business is conducted by: AN INDIVIDUAL. — [1087, 1902, 1350, 1955]
probate-paragraph: Other California statutes and legal authority may affect your rights as a creditor. You may want to consult with an attorney knowledgeable in California law. — [1087, 475, 1350, 507]
notice-body: The following person(s) is (are) doing business as: SANTIZO RECYCLING CENTER INC, 1222 BONVON DR SOUTH EL MONTE, CA 91733. Full name of registrant(s) is (are) SANTIZO RECYCLING CENTER INC, 1222 BONVON ST, GLENDALE CA 91201. This Business is conducted by: A CORPORATION. ARTICLE # 4939769 Signed: WOZYULI VITELIO RIOS SANTIZO/ PRESIDENT. This statement was filed with the County Clerk of Los Angeles County on 01/12/2023. The registrant(s) has (have) commenced to transact business under the fictitious business name or names listed above on N/A. NOTICE:- This Fictitious Name Statement expires five years from the date it was filed in the office of the County Clerk. A new Fictitious Business Name Statement must be filed prior to that date. The filing of this statement does not of itself authorize the use in this state of a Fictitious Business Name in violation of the rights of another under Federal, State, or common law (See section 14411 et seq. Business and Professions Code)Publish: Mountain Views News/BSC Dates Pub: JAN 14, 21, 28, FEB 4, 2023 — [819, 209, 1076, 299]
notice-divider — [819, 708, 1075, 709]
notice-heading: FICTITIOUS BUSINESS NAME STATEMENT File No. 2023019361 — [49, 345, 230, 353]
probate-paragraph: To all heirs, beneficiaries, creditors, contingent creditors, and persons who may otherwise be interested in the lost WILL or estate, or both of MICHAEL ALFRED LEVINE AKA MICHAEL A. LEVINE AKA MICHAEL LEVINE. — [1087, 745, 1350, 777]
notice-body: The following person(s) is (are) doing business as: TACOS EL RAYON, 854 1/2 31ST, LOS ANGELES, CA 90011. Full name of registrant(s) is (are) RICARDO BRAVO SERRANO, 854 1/2 31 ST, LOS ANGELES, CA 90011. This Business is conducted by: AN INDIVIDUAL. Signed: NICACIO BRAVO SERRANO/OWNER. This statement was filed with the County Clerk of Los Angeles County on 01/13/2023. The registrant(s) has (have) commenced to transact business under the fictitious business name or names listed above on 01/2023. NOTICE:- This Fictitious Name Statement expires five years from the date it was filed in the office of the County Clerk. A new Fictitious Business Name Statement must be filed prior to that date. The filing of this statement does not of itself authorize the use in this state of a Fictitious Business Name in violation of the rights of another under Federal, State, or common law (See section 14411 et seq. Business and Professions Code) Mountain Views News/BSC Dates Pub: JAN 14, 21, 28, FEB 4, 2023 — [819, 423, 1076, 505]
notice-divider — [280, 790, 536, 791]
probate-divider — [1087, 1962, 1349, 1963]
legal-notice — [12, 1078, 268, 1175]
column-5-probate — [1081, 93, 1355, 2530]
notice-divider — [280, 400, 536, 401]
legal-notice — [280, 405, 536, 502]
column-4 — [812, 93, 1081, 2530]
notice-heading: FICTITIOUS BUSINESS NAME STATEMENT File No. 2023012547 — [319, 93, 499, 100]
attorney-info-line: Attorney for Petitioner — [1273, 1235, 1350, 1245]
probate-paragraph: The following person(s) is (are) doing business as: MAGANDA LASELF 8415 WILLIS AVE APT 11 PANORAMA CITY, CA. 91402. LOS ANGELES COUNTY. Full name of registrant(s) is (are) CESAR ERNESTO GRANZABELLA, CA. 91344. This Business is conducted by: AN INDIVIDUAL. Signed: SANTEL ARJONIN, OWNER. This statement was filed with the County Clerk of Los Angeles County on 01/26/2023. The registrant(s) has (have) commenced to transact business under the fictitious business name or names listed above on 01/2023. NOTICE: This Fictitious Name Statement expires five years from the date it was filed in the office of the County Clerk. A new Fictitious Business Name Statement must be filed prior to that date. The filing of this statement does not of itself authorize the use in this state of a Fictitious Business Name in violation of the rights of another under Federal, State, or common law (see section 14411 et seq. Business and Professions Code) Publish: ES Mountain Views News Dates Pub: Jan 21, 28, Feb 4, 11, 2023 — [1087, 1478, 1350, 1641]
attorney-info-line: MONICA A MIHELL FAQ — [1258, 583, 1350, 594]
notice-body: The following person(s) is (are) doing business as: DEFENDER OF THE MOTHERLAND FOUNDATION 1215 VIOLA AVE UNIT E GLENDALE, CA. 91202. LOS ANGELES COUNTY. Full name of registrant(s) is (are) EDUARDO OGANESYAN 1323 N HOBART BLVD LOS ANGELES, CA. 90027. HUNAN HUSANYAN 1215 VIOLA AVE UNIT E GLENDALE, CA. 91202. This Business is conducted by: A GENERAL PARTNERSHIP. Signed: EDUARDO OGANESYAN, GENERAL PARTNER. This statement was filed with the County Clerk of Los Angeles County on 01/26/2023. The registrant(s) has (have) commenced to transact business under the fictitious business name or names listed above on 12/2022. NOTICE: This Fictitious Name Statement expires five years from the date it was filed in the office of the County Clerk. A new Fictitious Business Name Statement must be filed prior to that date. The filing of this statement does not of itself authorize the use in this state of a Fictitious Business Name in violation of the rights of another under Federal, State, or common law (See section 14411 et seq. Business and Professions Code). Publish: ES Mountain Views News Dates Pub: Jan. 28, 1928. 4, 11, 18, 2023 — [12, 459, 269, 557]
legal-notice — [819, 416, 1075, 506]
notice-body: The following person(s) is (are) doing business as: LUED ONE. 12115 BURBANK BLVD APT 18 VALLEY VLG, CA. 91607. LOS ANGELES COUNTY. Full name of registrant(s) is (are) MARIO LOZADA 12115 BURBANK BLVD APT 18 VALLEY VILLAGE, CA. 91607. This Business is conducted by: AN INDIVIDUAL. Signed: LUDWING B CUNTANI, OWNER. This statement was filed with the County Clerk of Los Angeles County on 01/18/2023. The registrant(s) has (have) commenced to transact business under the fictitious business name or names listed above on 01/2023. NOTICE:- This Fictitious Name Statement expires five years from the date it was filed in the office of the County Clerk. A new Fictitious Business Name Statement must be filed prior to that date. The filing of this statement does not of itself authorize the use in this state of a Fictitious Business Name in violation of the rights of another under Federal, State, or common law (See section 14411 et seq. Business and Professions Code) Publish: ES Mountain Views News Dates Pub: Jan. 21, 28. FEB. 4, 11, 2023 — [280, 313, 537, 395]
notice-body: The following person(s) is (are) doing business as: VMO DESIGN, 13780 FOOTHILL BLVD APT #3933 SYLMAR, CA 91392. Full name of registrant(s) is (are) VICTOR MANUEL OCHOA, 13780 FOOTHILL BLVD APT #3933 SYLMAR, CA 91392. This Business is conducted by: AN INDIVIDUAL. Signed: VICTOR MANUEL OCHOA/ OWNER. This statement was filed with the County Clerk of Los Angeles County on 01/09/2023. The registrant(s) has (have) commenced to transact business under the fictitious business name or names listed above on N/A. NOTICE: This Fictitious Name Statement expires five years from the date it was filed in the office of the County Clerk. A new Fictitious Business Name Statement must be filed prior to that date. The filing of this statement does not of itself authorize the use in this state of a Fictitious Business Name in violation of the rights of another under Federal, State, or common law (see section 14411 et seq. Business and Professions Code). Mountain Views News/BSC Dates Pub: JAN 14, 21, 28, FEB 4, 2023 — [819, 621, 1076, 703]
legal-notice — [12, 567, 268, 663]
